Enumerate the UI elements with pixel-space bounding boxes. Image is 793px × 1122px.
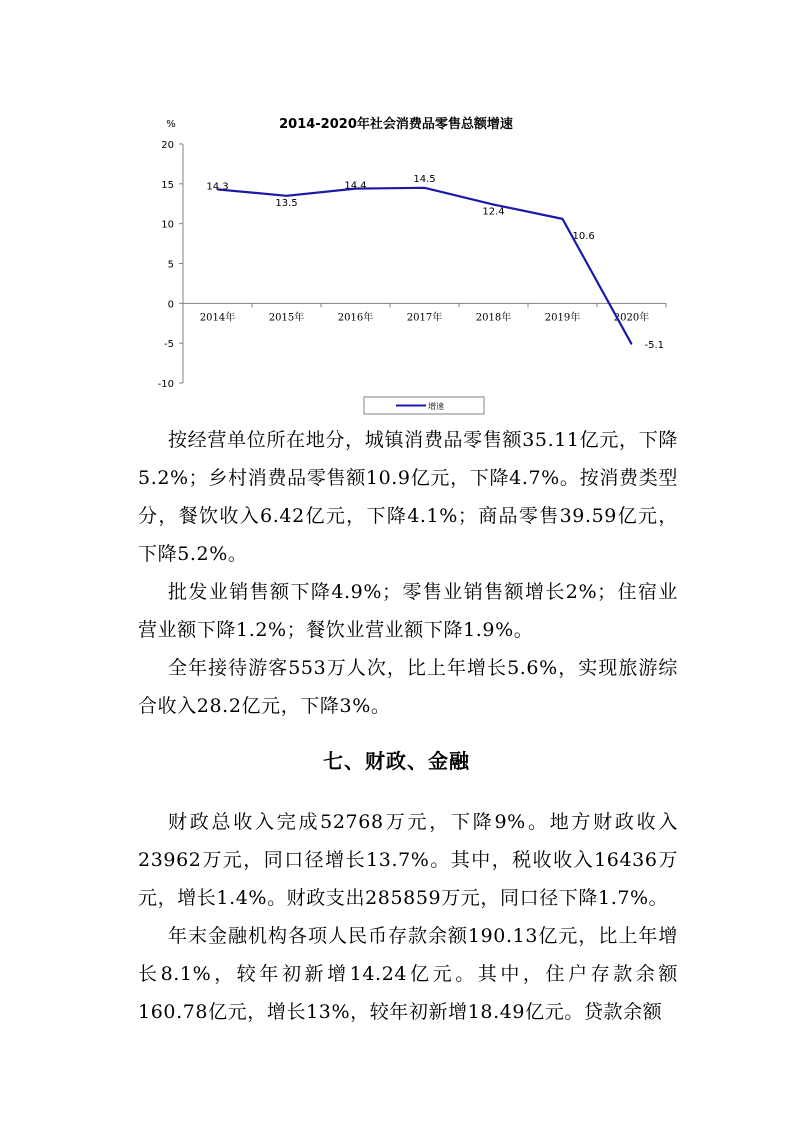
chart-title: 2014-2020年社会消费品零售总额增速 [279, 117, 513, 132]
y-tick-label: -5 [164, 339, 174, 351]
data-point [562, 218, 564, 220]
y-tick-label: 0 [167, 299, 174, 311]
data-label: 12.4 [482, 206, 505, 218]
paragraph-fiscal-revenue: 财政总收入完成52768万元，下降9%。地方财政收入23962万元，同口径增长13.7%。其中，税收收入16436万元，增长1.4%。财政支出285859万元，同口径下降1.7%。 [138, 811, 678, 909]
data-label: 14.5 [413, 173, 436, 185]
y-tick-label: -10 [157, 379, 174, 390]
x-tick-label: 2019年 [544, 312, 581, 324]
x-tick-label: 2018年 [475, 312, 512, 324]
growth-line-chart [0, 0, 793, 420]
data-label: 13.5 [275, 197, 298, 209]
data-point [286, 195, 288, 197]
paragraph-retail-by-location: 按经营单位所在地分，城镇消费品零售额35.11亿元，下降5.2%；乡村消费品零售额10.9亿元，下降4.7%。按消费类型分，餐饮收入6.42亿元，下降4.1%；商品零售39.59亿元，下降5.2%。 [138, 429, 678, 565]
data-point [493, 204, 495, 206]
y-tick-label: 20 [161, 140, 174, 151]
x-tick-label: 2014年 [199, 312, 236, 324]
data-label: 10.6 [572, 230, 595, 242]
chart-legend [364, 397, 484, 414]
data-labels [206, 174, 664, 351]
paragraph-wholesale-retail: 批发业销售额下降4.9%；零售业销售额增长2%；住宿业营业额下降1.2%；餐饮业营业额下降1.9%。 [138, 581, 678, 641]
y-tick-label: 10 [161, 219, 174, 231]
y-tick-label: 5 [167, 259, 174, 271]
legend-label: 增速 [428, 402, 444, 411]
data-point [424, 187, 426, 189]
data-label: 14.4 [344, 180, 367, 192]
section-heading: 七、财政、金融 [323, 749, 470, 773]
paragraph-tourism: 全年接待游客553万人次，比上年增长5.6%，实现旅游综合收入28.2亿元，下降3%。 [138, 657, 678, 717]
data-point [631, 343, 633, 345]
y-axis-ticks [158, 140, 183, 390]
data-label: 14.3 [206, 181, 229, 193]
x-tick-label: 2016年 [337, 312, 374, 324]
x-axis-ticks [183, 303, 666, 323]
data-label: -5.1 [644, 339, 665, 351]
x-tick-label: 2020年 [613, 312, 650, 324]
paragraph-financial-deposits: 年末金融机构各项人民币存款余额190.13亿元，比上年增长8.1%，较年初新增14.24亿元。其中，住户存款余额160.78亿元，增长13%，较年初新增18.49亿元。贷款余额 [138, 925, 678, 1023]
y-tick-label: 15 [161, 179, 174, 191]
y-axis-unit-label: % [166, 119, 176, 130]
x-tick-label: 2017年 [406, 312, 443, 324]
x-tick-label: 2015年 [268, 312, 305, 324]
